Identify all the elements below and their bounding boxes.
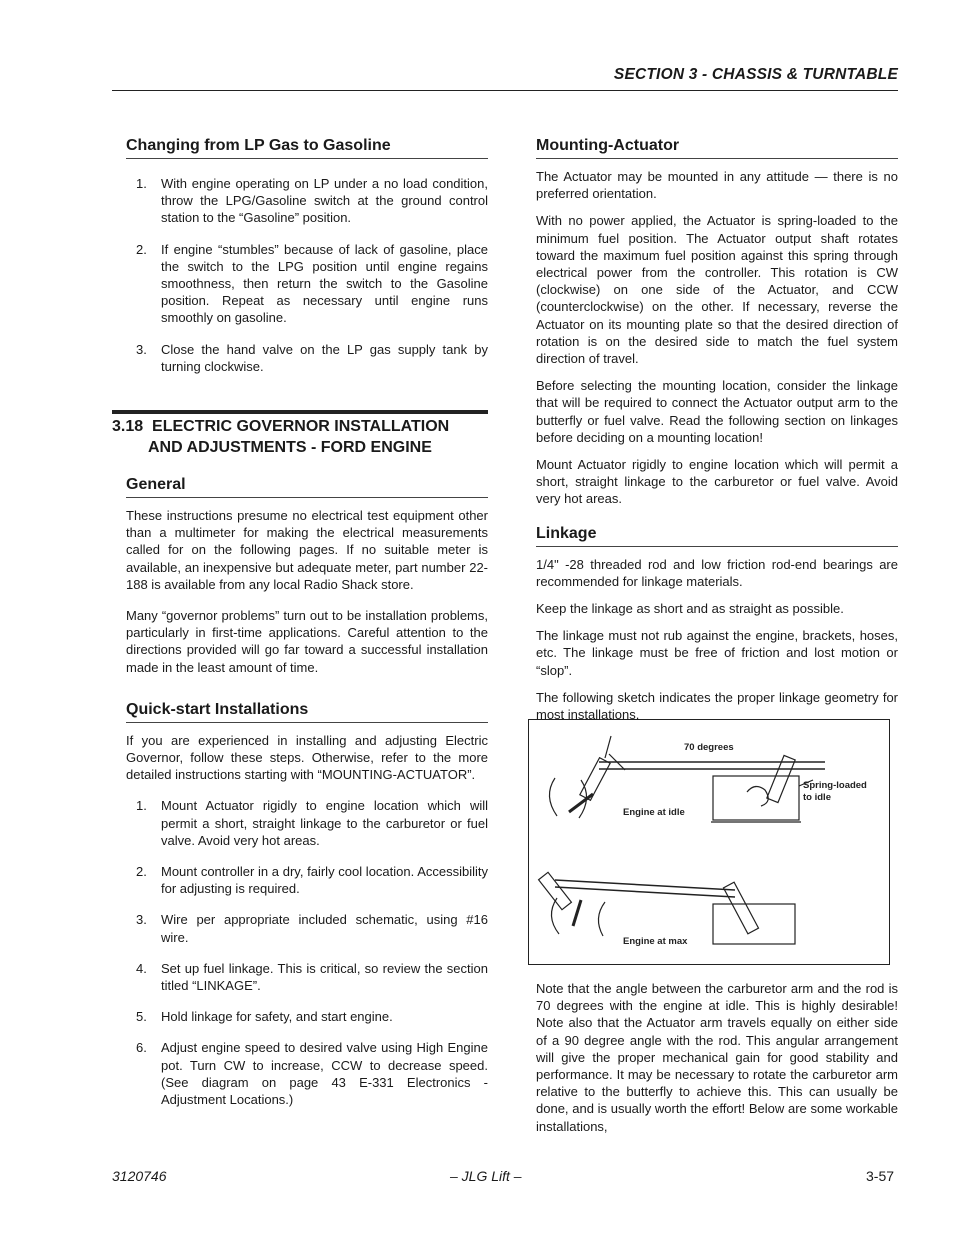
list-text: Mount Actuator rigidly to engine location which will permit a short, straight linkage to the carburetor or fuel valve. Avoid very hot areas. (161, 798, 488, 848)
footer-doc-number: 3120746 (112, 1168, 167, 1184)
list-item (126, 1008, 488, 1025)
linkage-geometry-figure (528, 719, 890, 965)
list-item (126, 960, 488, 994)
section-title: SECTION 3 - CHASSIS & TURNTABLE (613, 66, 898, 83)
mounting-paragraph-3: Before selecting the mounting location, consider the linkage that will be required to connect the Actuator output arm to the butterfly or fuel valve. Read the following section on linkages before deciding on a mounting location! (536, 378, 898, 445)
general-paragraph-1: These instructions presume no electrical test equipment other than a multimeter for making the electrical measurements called for on the following pages. If no suitable meter is available, an inexpensive but adequate meter, part number 22-188 is available from any local Radio Shack store. (126, 508, 488, 592)
list-item (126, 241, 488, 327)
list-text: Adjust engine speed to desired valve using High Engine pot. Turn CW to increase, CCW to decrease speed. (See diagram on page 43 E-331 Electronics - Adjustment Locations.) (161, 1040, 488, 1108)
list-text: Hold linkage for safety, and start engine. (161, 1009, 393, 1025)
engine-max-label: Engine at max (623, 936, 688, 947)
list-item (126, 175, 488, 227)
list-number: 1. (136, 176, 147, 191)
right-column-note (536, 980, 898, 1145)
footer-brand: – JLG Lift – (450, 1168, 522, 1184)
quickstart-heading: Quick-start Installations (126, 700, 488, 723)
carburetor-outline-right-max (598, 902, 605, 936)
mounting-heading: Mounting-Actuator (536, 136, 898, 159)
page-header (112, 64, 898, 91)
carburetor-arm-max (539, 872, 572, 909)
list-item (126, 797, 488, 849)
engine-idle-label: Engine at idle (623, 807, 685, 818)
mounting-paragraph-1: The Actuator may be mounted in any attitude — there is no preferred orientation. (536, 169, 898, 202)
list-number: 1. (136, 798, 147, 814)
rotation-arrow (747, 786, 768, 806)
left-column-lower (126, 475, 488, 1122)
list-text: Close the hand valve on the LP gas supply tank by turning clockwise. (161, 341, 488, 374)
linkage-paragraph-2: Keep the linkage as short and as straight as possible. (536, 601, 844, 617)
butterfly-plate (569, 794, 593, 812)
list-number: 2. (136, 241, 147, 257)
quickstart-intro: If you are experienced in installing and adjusting Electric Governor, follow these steps. Otherwise, refer to the more detailed instructions starting with “MOUNTING-ACTUATOR”. (126, 732, 488, 783)
quickstart-steps (126, 797, 488, 1108)
list-text: If engine “stumbles” because of lack of gasoline, place the switch to the LPG position until engine regains smoothness, then return the switch to the Gasoline position. Repeat as necessary until engine runs smoothly on gasoline. (161, 241, 488, 326)
general-paragraph-2: Many “governor problems” turn out to be installation problems, particularly in first-time applications. Careful attention to the directions provided will go far toward a successful installation made in the least amount of time. (126, 608, 488, 675)
section-318-heading (112, 410, 488, 458)
list-number: 3. (136, 341, 147, 357)
list-item (126, 863, 488, 897)
list-text: With engine operating on LP under a no load condition, throw the LPG/Gasoline switch at the ground control station to the “Gasoline” position. (161, 176, 488, 226)
lp-gas-steps (126, 175, 488, 375)
list-number: 5. (136, 1009, 147, 1025)
actuator-box-max (713, 904, 795, 944)
list-number: 4. (136, 960, 147, 976)
linkage-paragraph-3: The linkage must not rub against the engine, brackets, hoses, etc. The linkage must be free of friction and lost motion or “slop”. (536, 628, 898, 678)
spring-label-line1: Spring-loaded (803, 780, 867, 791)
butterfly-plate-max (573, 900, 581, 926)
mounting-paragraph-2: With no power applied, the Actuator is spring-loaded to the minimum fuel position. The Actuator output shaft rotates toward the maximum fuel position against this spring through electrical power from the controller. This rotation is CW (clockwise) on one side of the Actuator, and CCW (counterclockwise) on the other. If necessary, reverse the Actuator on its mounting plate so that the desired direction of rotation is on the desired side to match the fuel system direction of travel. (536, 213, 898, 367)
list-item (126, 341, 488, 375)
linkage-paragraph-4: The following sketch indicates the proper linkage geometry for most installations. (536, 689, 898, 723)
lp-gas-heading: Changing from LP Gas to Gasoline (126, 136, 488, 159)
general-heading: General (126, 475, 488, 498)
linkage-paragraph-1: 1/4" -28 threaded rod and low friction rod-end bearings are recommended for linkage materials. (536, 556, 898, 589)
list-number: 2. (136, 864, 147, 880)
list-item (126, 1039, 488, 1108)
right-column (536, 136, 898, 733)
left-column-top (126, 136, 488, 389)
list-text: Wire per appropriate included schematic, using #16 wire. (161, 912, 488, 945)
linkage-sketch (529, 720, 888, 963)
carburetor-arm (580, 758, 610, 801)
list-text: Set up fuel linkage. This is critical, so review the section titled “LINKAGE”. (161, 960, 488, 994)
mounting-paragraph-4: Mount Actuator rigidly to engine location which will permit a short, straight linkage to the carburetor or fuel valve. Avoid very hot areas. (536, 457, 898, 507)
carburetor-outline-left (549, 778, 557, 816)
note-paragraph: Note that the angle between the carburetor arm and the rod is 70 degrees with the engine at idle. This is highly desirable! Note also that the Actuator arm travels equally on either side of a 90 degree angle with the rod. This angular arrangement will give the proper mechanical gain for good stability and performance. It may be necessary to rotate the carburetor arm relative to the butterfly to achieve this. This can usually be done, and is usually worth the effort! Below are some workable installations, (536, 981, 898, 1134)
footer-page-number: 3-57 (866, 1168, 895, 1184)
carburetor-outline-left-max (551, 898, 559, 934)
angle-label: 70 degrees (684, 742, 734, 753)
spring-label-line2: to idle (803, 792, 831, 803)
linkage-heading: Linkage (536, 524, 898, 547)
list-text: Mount controller in a dry, fairly cool location. Accessibility for adjusting is required. (161, 864, 488, 897)
list-item (126, 911, 488, 945)
list-number: 6. (136, 1040, 147, 1056)
section-318-line2: AND ADJUSTMENTS - FORD ENGINE (148, 439, 432, 456)
list-number: 3. (136, 912, 147, 928)
section-318-line1: 3.18 ELECTRIC GOVERNOR INSTALLATION (112, 418, 450, 435)
